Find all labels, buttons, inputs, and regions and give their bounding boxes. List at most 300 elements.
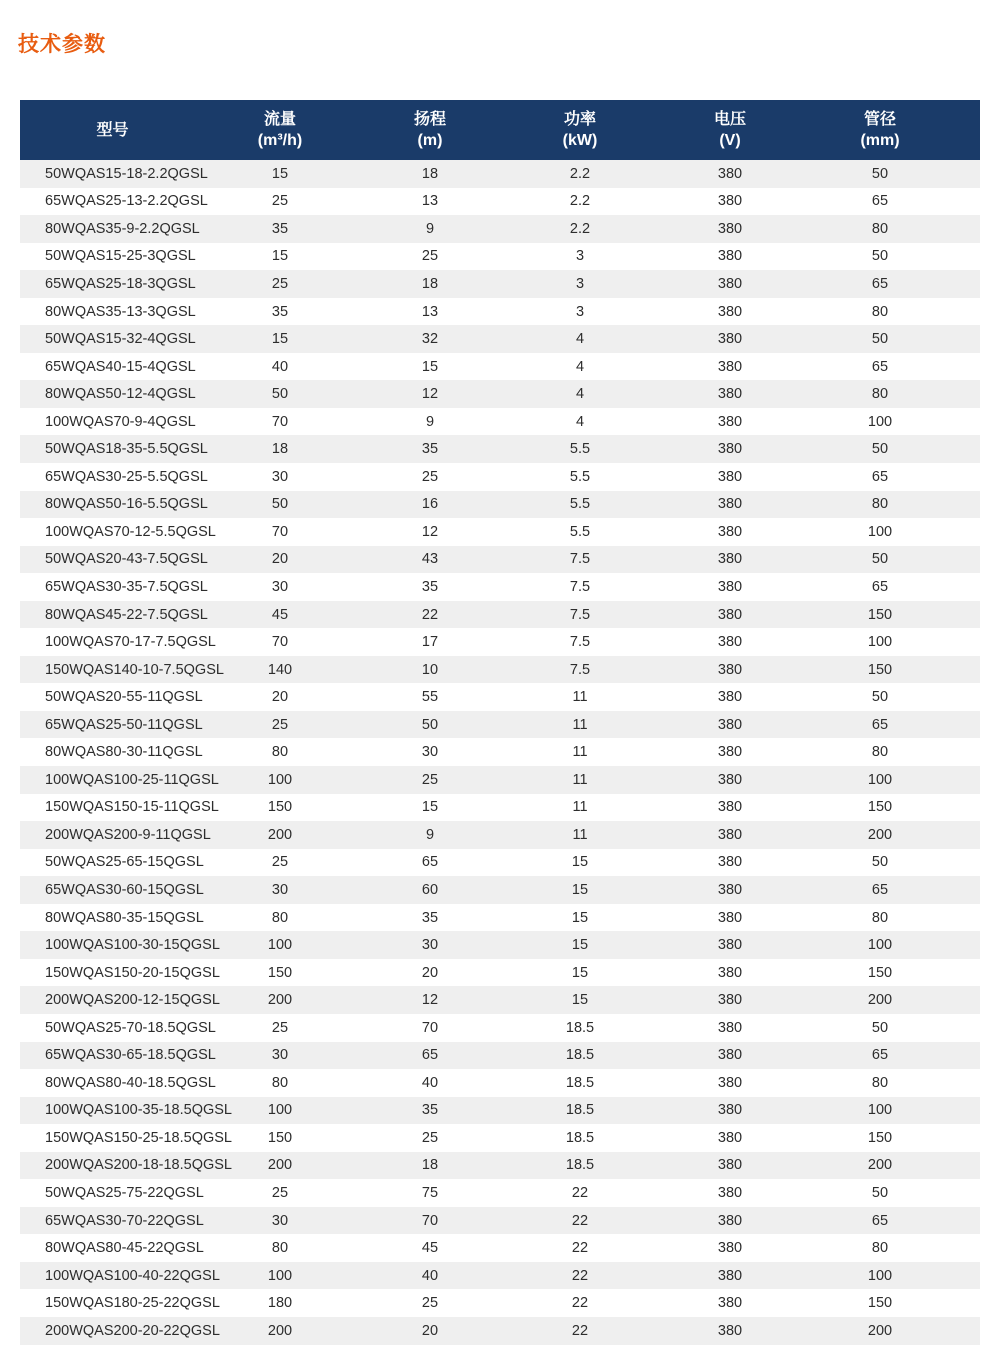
flow-cell: 35 [271, 303, 289, 320]
table-row [20, 683, 980, 711]
flow-cell: 80 [271, 744, 289, 761]
table-row [20, 1152, 980, 1180]
diameter-cell: 100 [867, 413, 893, 430]
head-cell: 20 [421, 1322, 439, 1339]
diameter-cell: 80 [871, 220, 889, 237]
power-cell: 7.5 [569, 606, 591, 623]
diameter-cell: 50 [871, 689, 889, 706]
head-cell: 65 [421, 854, 439, 871]
model-cell: 200WQAS200-20-22QGSL [45, 1322, 220, 1339]
head-cell: 9 [425, 220, 435, 237]
model-cell: 50WQAS25-70-18.5QGSL [45, 1019, 216, 1036]
voltage-cell: 380 [717, 303, 743, 320]
power-cell: 11 [572, 744, 588, 761]
diameter-cell: 50 [871, 1185, 889, 1201]
voltage-cell: 380 [717, 193, 743, 210]
flow-cell: 25 [271, 854, 289, 871]
model-cell: 50WQAS20-43-7.5QGSL [45, 551, 208, 568]
table-body [20, 160, 980, 1345]
diameter-cell: 80 [871, 1240, 889, 1257]
flow-cell: 70 [271, 523, 289, 540]
flow-cell: 45 [271, 606, 289, 623]
model-cell: 65WQAS30-60-15QGSL [45, 881, 204, 898]
model-cell: 100WQAS100-30-15QGSL [45, 937, 220, 954]
diameter-cell: 65 [871, 358, 889, 375]
flow-cell: 80 [271, 1240, 289, 1257]
diameter-cell: 200 [867, 992, 893, 1009]
power-cell: 4 [575, 331, 585, 348]
column-unit: (mm) [860, 132, 900, 149]
head-cell: 43 [421, 551, 439, 568]
table-row [20, 463, 980, 491]
model-cell: 65WQAS30-35-7.5QGSL [45, 578, 208, 595]
power-cell: 4 [575, 413, 585, 430]
flow-cell: 40 [271, 358, 289, 375]
model-cell: 150WQAS150-15-11QGSL [45, 799, 219, 816]
head-cell: 12 [421, 992, 439, 1009]
head-cell: 50 [421, 716, 439, 733]
voltage-cell: 380 [717, 854, 743, 871]
head-cell: 70 [421, 1212, 439, 1229]
diameter-cell: 65 [871, 716, 889, 733]
diameter-cell: 80 [871, 744, 889, 761]
voltage-cell: 380 [717, 523, 743, 540]
head-cell: 13 [421, 303, 439, 320]
voltage-cell: 380 [717, 1019, 743, 1036]
head-cell: 45 [421, 1240, 439, 1257]
model-cell: 65WQAS30-70-22QGSL [45, 1212, 204, 1229]
head-cell: 17 [421, 634, 439, 651]
power-cell: 22 [571, 1212, 589, 1229]
power-cell: 5.5 [569, 496, 591, 513]
flow-cell: 18 [271, 441, 289, 458]
table-row [20, 546, 980, 574]
diameter-cell: 100 [867, 771, 893, 788]
model-cell: 50WQAS15-32-4QGSL [45, 331, 196, 348]
power-cell: 5.5 [569, 468, 591, 485]
head-cell: 32 [421, 331, 439, 348]
model-cell: 80WQAS35-13-3QGSL [45, 303, 196, 320]
table-row [20, 1069, 980, 1097]
model-cell: 50WQAS15-25-3QGSL [45, 248, 196, 265]
flow-cell: 140 [267, 661, 293, 678]
power-cell: 15 [571, 854, 589, 871]
table-row [20, 380, 980, 408]
diameter-cell: 100 [867, 634, 893, 651]
head-cell: 12 [421, 523, 439, 540]
power-cell: 11 [572, 716, 588, 733]
diameter-cell: 200 [867, 1322, 893, 1339]
voltage-cell: 380 [717, 826, 743, 843]
diameter-cell: 150 [867, 661, 893, 678]
diameter-cell: 65 [871, 1047, 889, 1064]
diameter-cell: 80 [871, 496, 889, 513]
table-row [20, 1179, 980, 1207]
flow-cell: 30 [271, 881, 289, 898]
column-label: 型号 [96, 121, 129, 139]
diameter-cell: 150 [867, 1129, 893, 1146]
diameter-cell: 50 [871, 551, 889, 568]
table-row [20, 1289, 980, 1317]
head-cell: 25 [421, 1295, 439, 1312]
voltage-cell: 380 [717, 716, 743, 733]
flow-cell: 200 [267, 1157, 293, 1174]
power-cell: 18.5 [565, 1047, 595, 1064]
column-header-head [355, 100, 505, 160]
model-cell: 150WQAS150-25-18.5QGSL [45, 1129, 232, 1146]
head-cell: 75 [421, 1185, 439, 1201]
model-cell: 100WQAS70-12-5.5QGSL [45, 523, 216, 540]
flow-cell: 25 [271, 275, 289, 292]
head-cell: 9 [425, 413, 435, 430]
voltage-cell: 380 [717, 220, 743, 237]
model-cell: 200WQAS200-18-18.5QGSL [45, 1157, 232, 1174]
model-cell: 50WQAS25-75-22QGSL [45, 1185, 204, 1201]
voltage-cell: 380 [717, 1240, 743, 1257]
head-cell: 55 [421, 689, 439, 706]
model-cell: 150WQAS180-25-22QGSL [45, 1295, 220, 1312]
page-title: 技术参数 [18, 33, 106, 56]
flow-cell: 30 [271, 1212, 289, 1229]
column-unit: (m³/h) [257, 132, 303, 149]
power-cell: 3 [575, 303, 585, 320]
flow-cell: 150 [267, 1129, 293, 1146]
diameter-cell: 50 [871, 165, 889, 182]
flow-cell: 150 [267, 964, 293, 981]
model-cell: 50WQAS15-18-2.2QGSL [45, 165, 208, 182]
table-row [20, 738, 980, 766]
voltage-cell: 380 [717, 606, 743, 623]
head-cell: 9 [425, 826, 435, 843]
diameter-cell: 65 [871, 578, 889, 595]
diameter-cell: 65 [871, 193, 889, 210]
voltage-cell: 380 [717, 937, 743, 954]
diameter-cell: 80 [871, 386, 889, 403]
diameter-cell: 50 [871, 248, 889, 265]
diameter-cell: 50 [871, 331, 889, 348]
power-cell: 22 [571, 1267, 589, 1284]
table-row [20, 160, 980, 188]
flow-cell: 35 [271, 220, 289, 237]
head-cell: 25 [421, 1129, 439, 1146]
power-cell: 2.2 [569, 165, 591, 182]
table-row [20, 518, 980, 546]
model-cell: 200WQAS200-9-11QGSL [45, 826, 211, 843]
head-cell: 25 [421, 468, 439, 485]
voltage-cell: 380 [717, 799, 743, 816]
flow-cell: 25 [271, 1185, 289, 1201]
voltage-cell: 380 [717, 413, 743, 430]
flow-cell: 200 [267, 1322, 293, 1339]
model-cell: 50WQAS20-55-11QGSL [45, 689, 203, 706]
table-row [20, 353, 980, 381]
flow-cell: 25 [271, 193, 289, 210]
column-unit: (m) [417, 132, 443, 149]
flow-cell: 15 [271, 331, 289, 348]
technical-parameters-table [20, 100, 980, 1345]
voltage-cell: 380 [717, 165, 743, 182]
diameter-cell: 50 [871, 1019, 889, 1036]
power-cell: 18.5 [565, 1102, 595, 1119]
table-row [20, 1207, 980, 1235]
head-cell: 25 [421, 771, 439, 788]
table-row [20, 491, 980, 519]
column-label: 电压 [713, 111, 746, 128]
model-cell: 80WQAS80-45-22QGSL [45, 1240, 204, 1257]
table-row [20, 1317, 980, 1345]
model-cell: 80WQAS80-30-11QGSL [45, 744, 203, 761]
diameter-cell: 200 [867, 1157, 893, 1174]
power-cell: 11 [572, 799, 588, 816]
flow-cell: 70 [271, 413, 289, 430]
flow-cell: 100 [267, 1267, 293, 1284]
power-cell: 22 [571, 1322, 589, 1339]
voltage-cell: 380 [717, 661, 743, 678]
model-cell: 200WQAS200-12-15QGSL [45, 992, 220, 1009]
power-cell: 7.5 [569, 634, 591, 651]
power-cell: 22 [571, 1295, 589, 1312]
model-cell: 80WQAS50-16-5.5QGSL [45, 496, 208, 513]
flow-cell: 30 [271, 578, 289, 595]
model-cell: 80WQAS80-35-15QGSL [45, 909, 204, 926]
diameter-cell: 65 [871, 881, 889, 898]
head-cell: 13 [421, 193, 439, 210]
head-cell: 18 [421, 1157, 439, 1174]
diameter-cell: 65 [871, 1212, 889, 1229]
table-row [20, 711, 980, 739]
flow-cell: 80 [271, 909, 289, 926]
power-cell: 15 [571, 881, 589, 898]
power-cell: 2.2 [569, 220, 591, 237]
table-row [20, 821, 980, 849]
power-cell: 11 [572, 826, 588, 843]
flow-cell: 25 [271, 716, 289, 733]
diameter-cell: 150 [867, 1295, 893, 1312]
model-cell: 80WQAS50-12-4QGSL [45, 386, 196, 403]
flow-cell: 20 [271, 551, 289, 568]
table-row [20, 408, 980, 436]
diameter-cell: 65 [871, 468, 889, 485]
power-cell: 2.2 [569, 193, 591, 210]
voltage-cell: 380 [717, 468, 743, 485]
flow-cell: 25 [271, 1019, 289, 1036]
model-cell: 100WQAS70-9-4QGSL [45, 413, 196, 430]
column-unit: (V) [719, 132, 741, 149]
voltage-cell: 380 [717, 358, 743, 375]
power-cell: 18.5 [565, 1074, 595, 1091]
model-cell: 100WQAS100-40-22QGSL [45, 1267, 220, 1284]
power-cell: 4 [575, 386, 585, 403]
table-row [20, 270, 980, 298]
power-cell: 15 [571, 937, 589, 954]
diameter-cell: 150 [867, 606, 893, 623]
diameter-cell: 80 [871, 1074, 889, 1091]
power-cell: 15 [571, 992, 589, 1009]
model-cell: 50WQAS25-65-15QGSL [45, 854, 204, 871]
voltage-cell: 380 [717, 578, 743, 595]
model-cell: 65WQAS25-50-11QGSL [45, 716, 203, 733]
voltage-cell: 380 [717, 771, 743, 788]
voltage-cell: 380 [717, 1102, 743, 1119]
flow-cell: 200 [267, 992, 293, 1009]
table-row [20, 904, 980, 932]
head-cell: 16 [421, 496, 439, 513]
column-label: 流量 [263, 111, 296, 128]
head-cell: 60 [421, 881, 439, 898]
model-cell: 150WQAS150-20-15QGSL [45, 964, 220, 981]
table-row [20, 628, 980, 656]
head-cell: 35 [421, 1102, 439, 1119]
table-row [20, 215, 980, 243]
column-header-diameter [805, 100, 980, 160]
voltage-cell: 380 [717, 441, 743, 458]
flow-cell: 150 [267, 799, 293, 816]
table-row [20, 243, 980, 271]
table-row [20, 849, 980, 877]
model-cell: 65WQAS30-25-5.5QGSL [45, 468, 208, 485]
model-cell: 100WQAS100-35-18.5QGSL [45, 1102, 232, 1119]
table-row [20, 298, 980, 326]
voltage-cell: 380 [717, 551, 743, 568]
voltage-cell: 380 [717, 1074, 743, 1091]
voltage-cell: 380 [717, 1322, 743, 1339]
head-cell: 35 [421, 441, 439, 458]
flow-cell: 50 [271, 386, 289, 403]
model-cell: 100WQAS70-17-7.5QGSL [45, 634, 216, 651]
head-cell: 40 [421, 1267, 439, 1284]
voltage-cell: 380 [717, 992, 743, 1009]
table-row [20, 931, 980, 959]
head-cell: 15 [421, 358, 439, 375]
diameter-cell: 150 [867, 964, 893, 981]
flow-cell: 15 [271, 165, 289, 182]
head-cell: 65 [421, 1047, 439, 1064]
flow-cell: 50 [271, 496, 289, 513]
diameter-cell: 100 [867, 937, 893, 954]
flow-cell: 80 [271, 1074, 289, 1091]
model-cell: 65WQAS40-15-4QGSL [45, 358, 196, 375]
power-cell: 18.5 [565, 1129, 595, 1146]
diameter-cell: 100 [867, 1267, 893, 1284]
power-cell: 7.5 [569, 578, 591, 595]
head-cell: 30 [421, 744, 439, 761]
table-row [20, 1234, 980, 1262]
model-cell: 80WQAS35-9-2.2QGSL [45, 220, 200, 237]
voltage-cell: 380 [717, 496, 743, 513]
flow-cell: 100 [267, 937, 293, 954]
table-header-row [20, 100, 980, 160]
head-cell: 18 [421, 165, 439, 182]
table-row [20, 1042, 980, 1070]
head-cell: 70 [421, 1019, 439, 1036]
voltage-cell: 380 [717, 386, 743, 403]
flow-cell: 200 [267, 826, 293, 843]
voltage-cell: 380 [717, 909, 743, 926]
diameter-cell: 150 [867, 799, 893, 816]
voltage-cell: 380 [717, 634, 743, 651]
diameter-cell: 80 [871, 303, 889, 320]
voltage-cell: 380 [717, 1157, 743, 1174]
power-cell: 15 [571, 909, 589, 926]
flow-cell: 100 [267, 771, 293, 788]
head-cell: 25 [421, 248, 439, 265]
table-row [20, 766, 980, 794]
table-row [20, 1097, 980, 1125]
voltage-cell: 380 [717, 331, 743, 348]
voltage-cell: 380 [717, 881, 743, 898]
model-cell: 80WQAS45-22-7.5QGSL [45, 606, 208, 623]
voltage-cell: 380 [717, 689, 743, 706]
voltage-cell: 380 [717, 1212, 743, 1229]
head-cell: 18 [421, 275, 439, 292]
diameter-cell: 65 [871, 275, 889, 292]
diameter-cell: 100 [867, 1102, 893, 1119]
flow-cell: 30 [271, 468, 289, 485]
power-cell: 18.5 [565, 1157, 595, 1174]
flow-cell: 30 [271, 1047, 289, 1064]
column-label: 管径 [863, 111, 896, 128]
voltage-cell: 380 [717, 744, 743, 761]
column-label: 功率 [563, 111, 596, 128]
model-cell: 80WQAS80-40-18.5QGSL [45, 1074, 216, 1091]
power-cell: 4 [575, 358, 585, 375]
flow-cell: 15 [271, 248, 289, 265]
model-cell: 65WQAS30-65-18.5QGSL [45, 1047, 216, 1064]
table-row [20, 1124, 980, 1152]
table-row [20, 1014, 980, 1042]
power-cell: 22 [571, 1240, 589, 1257]
table-row [20, 656, 980, 684]
power-cell: 22 [571, 1185, 589, 1201]
voltage-cell: 380 [717, 248, 743, 265]
table-row [20, 435, 980, 463]
power-cell: 3 [575, 275, 585, 292]
power-cell: 11 [572, 689, 588, 706]
flow-cell: 70 [271, 634, 289, 651]
table-row [20, 986, 980, 1014]
power-cell: 7.5 [569, 551, 591, 568]
power-cell: 5.5 [569, 523, 591, 540]
power-cell: 7.5 [569, 661, 591, 678]
model-cell: 65WQAS25-13-2.2QGSL [45, 193, 208, 210]
table-row [20, 1262, 980, 1290]
column-header-power [505, 100, 655, 160]
head-cell: 35 [421, 578, 439, 595]
diameter-cell: 50 [871, 441, 889, 458]
power-cell: 18.5 [565, 1019, 595, 1036]
diameter-cell: 100 [867, 523, 893, 540]
voltage-cell: 380 [717, 1129, 743, 1146]
diameter-cell: 200 [867, 826, 893, 843]
model-cell: 65WQAS25-18-3QGSL [45, 275, 196, 292]
column-header-flow [205, 100, 355, 160]
table-row [20, 876, 980, 904]
model-cell: 150WQAS140-10-7.5QGSL [45, 661, 224, 678]
head-cell: 12 [421, 386, 439, 403]
table-row [20, 188, 980, 216]
table-row [20, 959, 980, 987]
column-header-voltage [655, 100, 805, 160]
column-header-model [20, 100, 205, 160]
head-cell: 22 [421, 606, 439, 623]
power-cell: 3 [575, 248, 585, 265]
head-cell: 15 [421, 799, 439, 816]
diameter-cell: 80 [871, 909, 889, 926]
model-cell: 50WQAS18-35-5.5QGSL [45, 441, 208, 458]
head-cell: 30 [421, 937, 439, 954]
table-row [20, 601, 980, 629]
voltage-cell: 380 [717, 1185, 743, 1201]
